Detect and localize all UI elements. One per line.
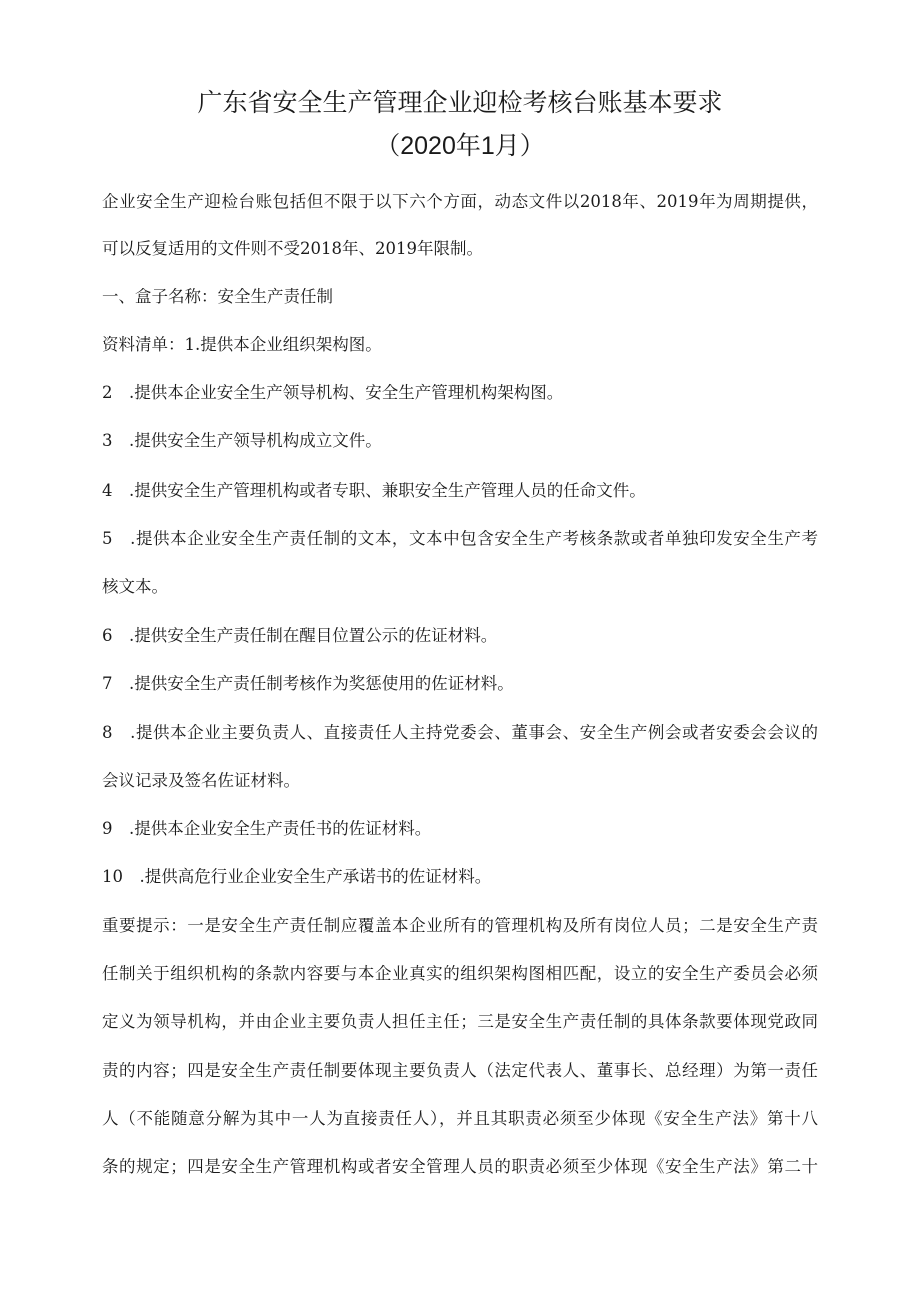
intro-line-2: 可以反复适用的文件则不受2018年、2019年限制。	[102, 239, 483, 258]
document-date: （2020年1月）	[375, 132, 545, 160]
list-item-7: 7 .提供安全生产责任制考核作为奖惩使用的佐证材料。	[102, 674, 514, 693]
section-heading: 一、盒子名称：安全生产责任制	[102, 287, 333, 306]
list-item-5-line-2: 核文本。	[102, 577, 168, 596]
list-item-5-line-1: 5 .提供本企业安全生产责任制的文本，文本中包含安全生产考核条款或者单独印发安全生产考	[102, 529, 818, 548]
list-item-3: 3 .提供安全生产领导机构成立文件。	[102, 431, 382, 450]
list-item-9: 9 .提供本企业安全生产责任书的佐证材料。	[102, 819, 432, 838]
notice-line-6: 条的规定；四是安全生产管理机构或者安全管理人员的职责必须至少体现《安全生产法》第二十	[102, 1157, 818, 1176]
notice-line-5: 人（不能随意分解为其中一人为直接责任人），并且其职责必须至少体现《安全生产法》第十八	[102, 1109, 818, 1128]
list-item-4: 4 .提供安全生产管理机构或者专职、兼职安全生产管理人员的任命文件。	[102, 481, 646, 500]
document-title: 广东省安全生产管理企业迎检考核台账基本要求	[197, 88, 723, 117]
list-item-8-line-1: 8 .提供本企业主要负责人、直接责任人主持党委会、董事会、安全生产例会或者安委会会议的	[102, 723, 818, 742]
notice-line-3: 定义为领导机构，并由企业主要负责人担任主任；三是安全生产责任制的具体条款要体现党政同	[102, 1012, 818, 1031]
notice-line-2: 任制关于组织机构的条款内容要与本企业真实的组织架构图相匹配，设立的安全生产委员会必须	[102, 964, 818, 983]
list-item-2: 2 .提供本企业安全生产领导机构、安全生产管理机构架构图。	[102, 383, 564, 402]
intro-line-1: 企业安全生产迎检台账包括但不限于以下六个方面，动态文件以2018年、2019年为周期提供，	[102, 192, 818, 211]
list-item-6: 6 .提供安全生产责任制在醒目位置公示的佐证材料。	[102, 626, 498, 645]
list-item-10: 10 .提供高危行业企业安全生产承诺书的佐证材料。	[102, 867, 492, 886]
notice-line-1: 重要提示：一是安全生产责任制应覆盖本企业所有的管理机构及所有岗位人员；二是安全生产责	[102, 916, 818, 935]
list-item-8-line-2: 会议记录及签名佐证材料。	[102, 771, 300, 790]
notice-line-4: 责的内容；四是安全生产责任制要体现主要负责人（法定代表人、董事长、总经理）为第一责任	[102, 1061, 818, 1080]
list-item-1: 资料清单：1.提供本企业组织架构图。	[102, 335, 382, 354]
